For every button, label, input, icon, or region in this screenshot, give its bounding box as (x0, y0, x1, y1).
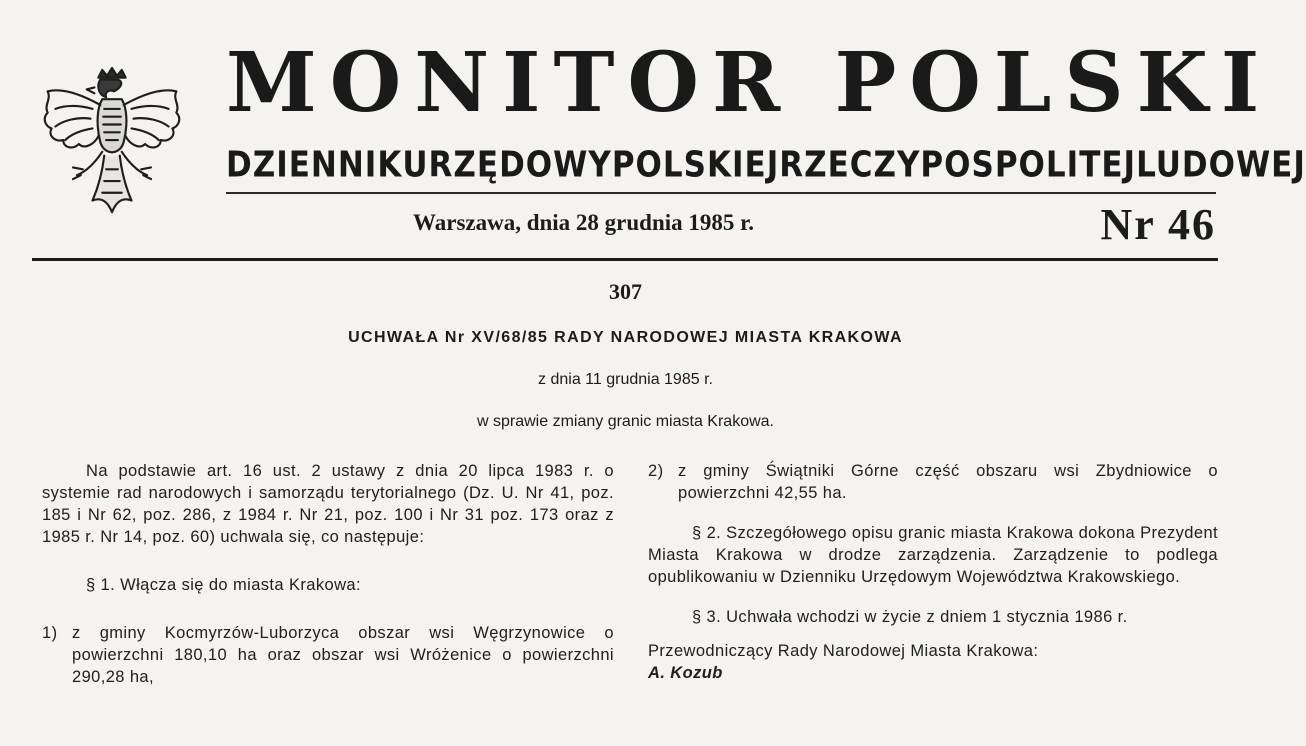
subtitle-word: RZECZYPOSPOLITEJ (779, 144, 1137, 186)
document-number: 307 (609, 279, 642, 304)
list-item (42, 622, 614, 688)
subtitle-divider (226, 192, 1216, 194)
document-subject: w sprawie zmiany granic miasta Krakowa. (477, 413, 774, 430)
issue-number: Nr 46 (1100, 200, 1216, 249)
masthead-divider (32, 258, 1218, 261)
signatory-name: A. Kozub (648, 664, 723, 682)
signatory-role: Przewodniczący Rady Narodowej Miasta Krakowa: (648, 642, 1039, 660)
subtitle-word: LUDOWEJ (1136, 144, 1306, 186)
section-2-paragraph: § 2. Szczegółowego opisu granic miasta Krakowa dokona Prezydent Miasta Krakowa w drodze zarządzenia. Zarządzenie to podlega opublikowaniu w Dzienniku Urzędowym Województwa Krakowskiego. (648, 524, 1218, 586)
subtitle-word: DZIENNIK (226, 144, 403, 186)
publication-title: MONITOR POLSKI (226, 35, 1273, 131)
section-3-paragraph: § 3. Uchwała wchodzi w życie z dniem 1 stycznia 1986 r. (692, 608, 1128, 626)
list-item-number: 2) (648, 462, 664, 480)
subtitle-word: POLSKIEJ (611, 144, 780, 186)
preamble-paragraph: Na podstawie art. 16 ust. 2 ustawy z dnia 20 lipca 1983 r. o systemie rad narodowych i samorządu terytorialnego (Dz. U. Nr 41, poz. 185 i Nr 62, poz. 286, z 1984 r. Nr 21, poz. 100 i Nr 31 poz. 173 oraz z 1985 r. Nr 14, poz. 60) uchwala się, co następuje: (42, 462, 614, 546)
subtitle-word: URZĘDOWY (402, 144, 612, 186)
polish-eagle-emblem-icon (34, 66, 190, 222)
publication-subtitle (226, 142, 1306, 188)
right-column (648, 460, 1218, 684)
section-1-paragraph: § 1. Włącza się do miasta Krakowa: (86, 576, 361, 594)
left-column (42, 460, 614, 688)
list-item-text: z gminy Kocmyrzów-Luborzyca obszar wsi Węgrzynowice o powierzchni 180,10 ha oraz obszar wsi Wróżenice o powierzchni 290,28 ha, (72, 624, 614, 686)
document-title: UCHWAŁA Nr XV/68/85 RADY NARODOWEJ MIASTA KRAKOWA (348, 329, 903, 346)
document-date: z dnia 11 grudnia 1985 r. (538, 371, 713, 388)
issue-date: Warszawa, dnia 28 grudnia 1985 r. (413, 210, 755, 235)
list-item-text: z gminy Świątniki Górne część obszaru wsi Zbydniowice o powierzchni 42,55 ha. (678, 462, 1218, 502)
list-item-number: 1) (42, 624, 58, 642)
list-item (648, 460, 1218, 504)
